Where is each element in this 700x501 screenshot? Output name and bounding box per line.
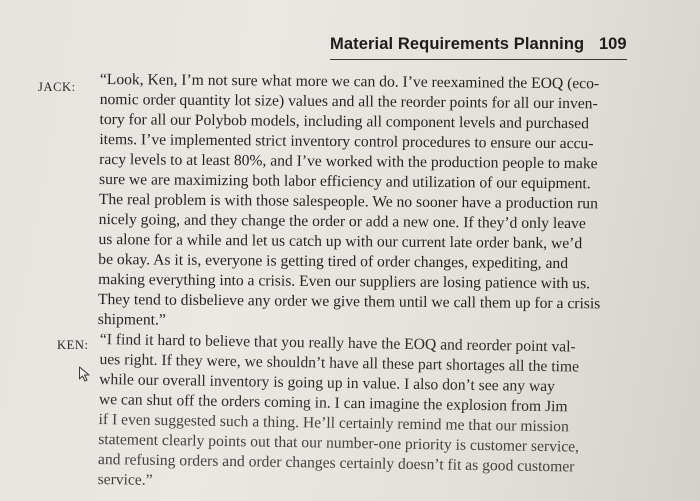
text-line: racy levels to at least 80%, and I’ve worked with the production people to make	[99, 150, 598, 173]
page-number: 109	[599, 35, 627, 53]
text-line: if I even suggested such a thing. He’ll certainly remind me that our mission	[98, 410, 569, 436]
text-line: statement clearly points out that our number-one priority is customer service,	[98, 430, 580, 456]
speaker-jack: JACK:	[38, 80, 76, 94]
text-line: we can shut off the orders coming in. I can imagine the explosion from Jim	[98, 390, 568, 416]
page-header	[330, 31, 630, 61]
text-line: making everything into a crisis. Even our suppliers are losing patience with us.	[98, 270, 591, 293]
speaker-ken: KEN:	[57, 338, 89, 352]
text-line: items. I’ve implemented strict inventory control procedures to ensure our accu-	[99, 130, 594, 153]
jack-paragraph	[98, 70, 640, 335]
text-line: service.”	[97, 470, 153, 489]
text-line: sure we are maximizing both labor efficiency and utilization of our equipment.	[98, 170, 591, 193]
text-line: us alone for a while and let us catch up with our current late order bank, we’d	[98, 230, 583, 253]
text-line: nicely going, and they change the order or add a new one. If they’d only leave	[98, 210, 586, 233]
header-rule	[330, 59, 627, 60]
text-line: The real problem is with those salespeople. We no sooner have a production run	[98, 190, 598, 213]
text-line: and refusing orders and order changes certainly doesn’t fit as good customer	[97, 450, 575, 476]
ken-paragraph	[97, 330, 639, 498]
mouse-pointer-icon	[78, 366, 92, 382]
text-line: They tend to disbelieve any order we give them until we call them up for a crisis	[97, 290, 601, 313]
text-line: while our overall inventory is going up in value. I also don’t see any way	[99, 370, 556, 396]
text-line: tory for all our Polybob models, including all component levels and purchased	[99, 110, 589, 133]
text-line: shipment.”	[97, 310, 166, 329]
text-line: nomic order quantity lot size) values and all the reorder points for all our inven-	[99, 90, 598, 113]
chapter-title: Material Requirements Planning	[330, 35, 585, 53]
text-line: “I find it hard to believe that you really have the EOQ and reorder point val-	[99, 330, 576, 356]
text-line: be okay. As it is, everyone is getting tired of order changes, expediting, and	[98, 250, 569, 273]
text-line: “Look, Ken, I’m not sure what more we can do. I’ve reexamined the EOQ (eco-	[99, 70, 600, 93]
text-line: ues right. If they were, we shouldn’t have all these part shortages all the time	[99, 350, 580, 376]
